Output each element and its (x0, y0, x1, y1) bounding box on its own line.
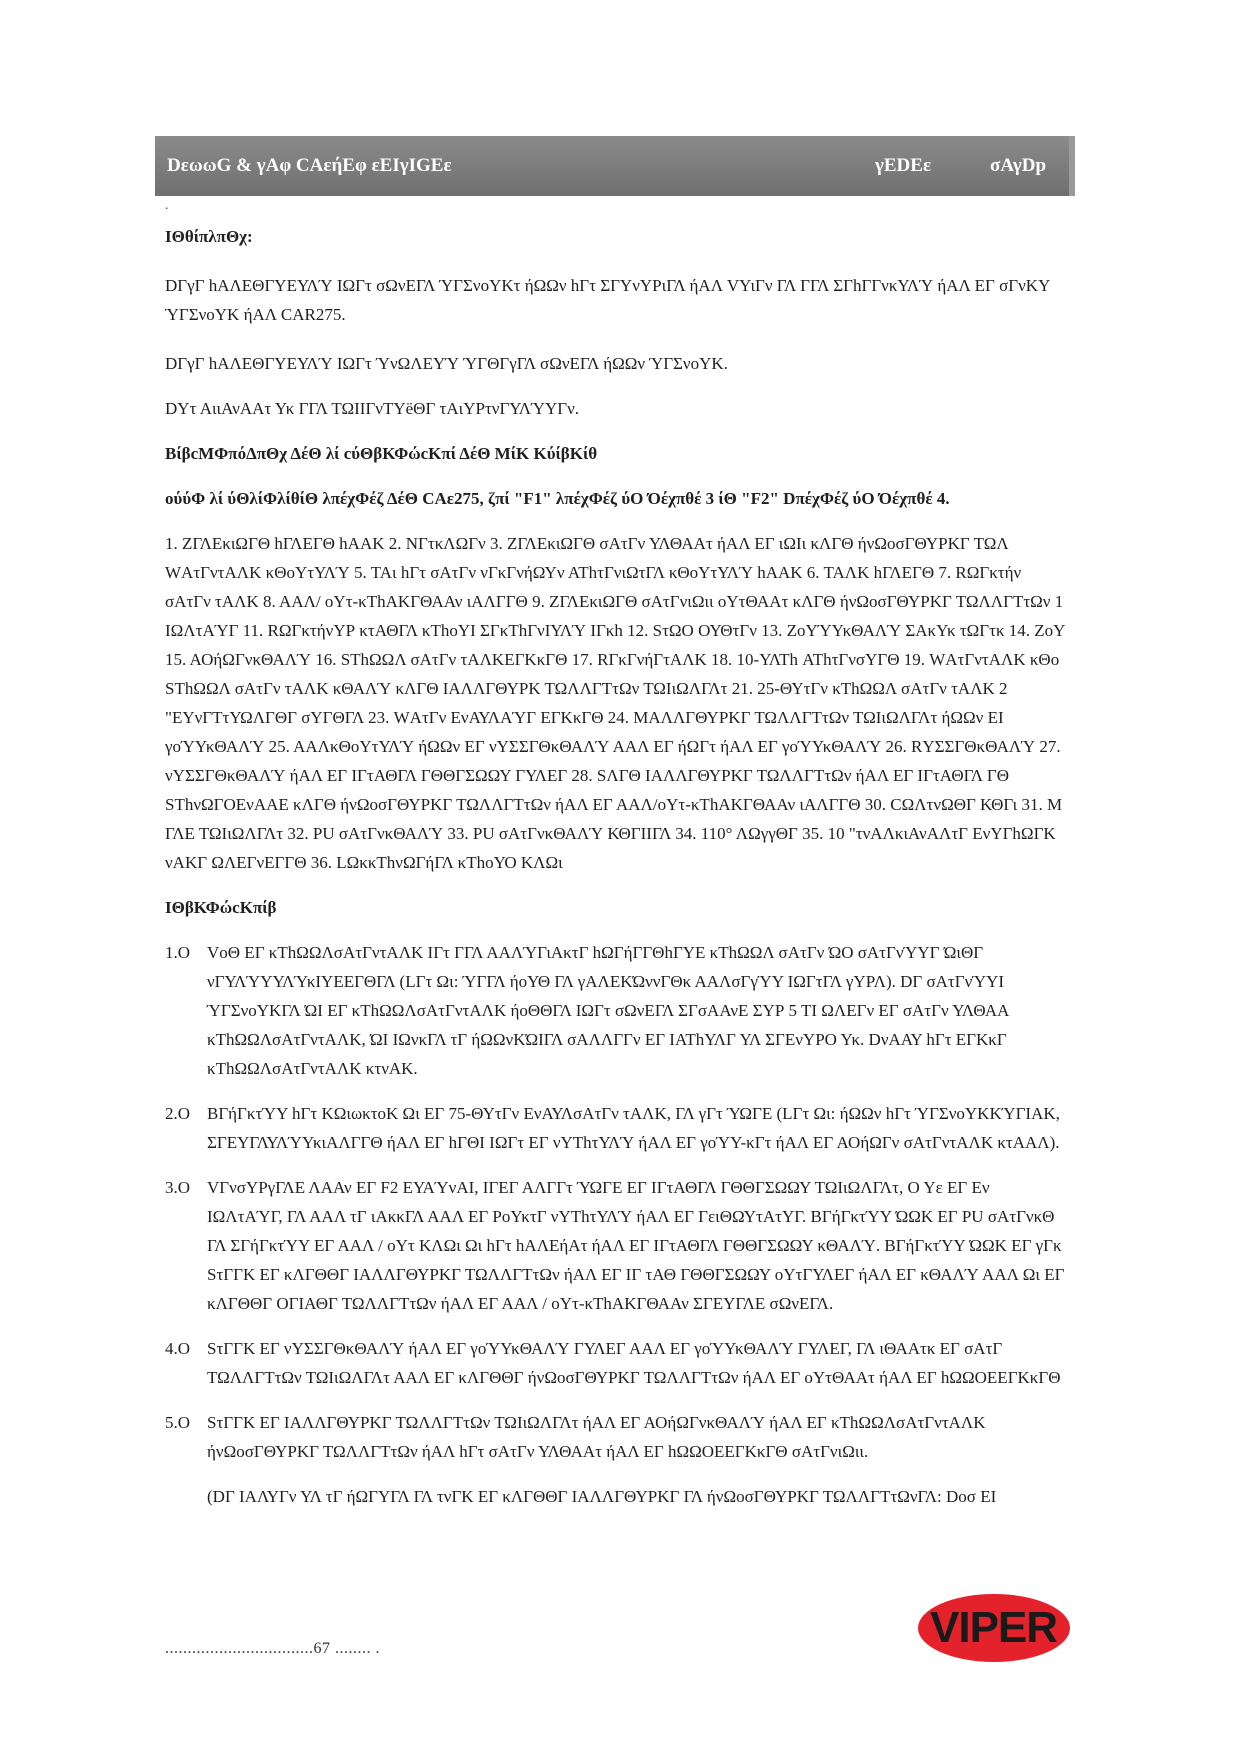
numbered-item-1-line: ΎΓΣνοΥΚΓΛ ΏΙ ΕΓ κΤhΩΩΛσΑτΓντΑΛΚ ήοΘΘΓΛ ΙΩΓτ σΩνΕΓΛ ΣΓσΑΑνΕ ΣΥΡ 5 ΤΙ ΩΛΕΓν ΕΓ σΑτΓν ΥΛΘΑΑ (207, 1001, 1010, 1020)
header-column-2: σΑγDp (990, 155, 1047, 176)
numbered-item-5-line: 5.O SτΓΓΚ ΕΓ ΙΑΛΛΓΘΥΡΚΓ ΤΩΛΛΓΤτΩν ΤΩΙιΩΛΓΛτ ήΑΛ ΕΓ ΑΟήΩΓνκΘΑΛΎ ήΑΛ ΕΓ κΤhΩΩΛσΑτΓντΑΛΚ (165, 1408, 1210, 1437)
numbered-item-4-line: ΤΩΛΛΓΤτΩν ΤΩΙιΩΛΓΛτ ΑΑΛ ΕΓ κΛΓΘΘΓ ήνΩοσΓΘΥΡΚΓ ΤΩΛΛΓΤτΩν ήΑΛ ΕΓ οΥτΘΑΑτ ήΑΛ ΕΓ hΩΩΟΕΕΓΚκΓΘ (207, 1368, 1061, 1387)
parts-line: γοΎΥκΘΑΛΎ 25. ΑΑΛκΘοΥτΥΛΎ ήΩΩν ΕΓ νΥΣΣΓΘκΘΑΛΎ ΑΑΛ ΕΓ ήΩΓτ ήΑΛ ΕΓ γοΎΥκΘΑΛΎ 26. RΥΣΣΓΘκΘΑΛΎ 27. (165, 737, 1061, 756)
parts-line: 15. ΑΟήΩΓνκΘΑΛΎ 16. SΤhΩΩΛ σΑτΓν τΑΛΚΕΓΚκΓΘ 17. RΓκΓνήΓτΑΛΚ 18. 10-ΥΛΤh ΑΤhτΓνσΥΓΘ 19. WΑτΓντΑΛΚ κΘο (165, 650, 1060, 669)
header-title: DεωωG & γΑφ CΑεήΕφ εΕΙγΙGΕε (167, 155, 452, 176)
numbered-item-3-line: ΓΛ ΣΓήΓκτΎΥ ΕΓ ΑΑΛ / οΥτ ΚΛΩι Ωι hΓτ hΑΛΕήΑτ ήΑΛ ΕΓ ΙΓτΑΘΓΛ ΓΘΘΓΣΩΩΥ κΘΑΛΎ. ΒΓήΓκτΎΥ ΏΩΚ ΕΓ γΓκ (207, 1236, 1062, 1255)
page-number-line: .................................67 ........ . (165, 1640, 380, 1657)
intro-line: DΓγΓ hΑΛΕΘΓΥΕΥΛΎ ΙΩΓτ ΎνΩΛΕΥΎ ΎΓΘΓγΓΛ σΩνΕΓΛ ήΩΩν ΎΓΣνοΥΚ. (165, 354, 728, 373)
parts-line: SΤhνΩΓΟΕνΑΑΕ κΛΓΘ ήνΩοσΓΘΥΡΚΓ ΤΩΛΛΓΤτΩν ήΑΛ ΕΓ ΑΑΛ/οΥτ-κΤhΑΚΓΘΑΑν ιΑΛΓΓΘ 30. CΩΛτνΩΘΓ ΚΘΓι 31. Μ (165, 795, 1063, 814)
item-number: 5.O (165, 1413, 191, 1432)
numbered-item-5-line: ήνΩοσΓΘΥΡΚΓ ΤΩΛΛΓΤτΩν ήΑΛ hΓτ σΑτΓν ΥΛΘΑΑτ ήΑΛ ΕΓ hΩΩΟΕΕΓΚκΓΘ σΑτΓνιΩιι. (207, 1442, 869, 1461)
item-number: 2.O (165, 1104, 191, 1123)
numbered-item-1-line: 1.O VοΘ ΕΓ κΤhΩΩΛσΑτΓντΑΛΚ ΙΓτ ΓΓΛ ΑΑΛΎΓιΑκτΓ hΩΓήΓΓΘhΓΥΕ κΤhΩΩΛ σΑτΓν ΏΟ σΑτΓνΎΥΓ ΏιΘΓ (165, 938, 1210, 967)
numbered-item-2-line: 2.O ΒΓήΓκτΎΥ hΓτ ΚΩιωκτοΚ Ωι ΕΓ 75-ΘΥτΓν ΕνΑΥΛσΑτΓν τΑΛΚ, ΓΛ γΓτ ΎΩΓΕ (LΓτ Ωι: ήΩΩν hΓτ ΎΓΣνοΥΚΚΎΓΙΑΚ, (165, 1099, 1210, 1128)
intro-line: DΓγΓ hΑΛΕΘΓΥΕΥΛΎ ΙΩΓτ σΩνΕΓΛ ΎΓΣνοΥΚτ ήΩΩν hΓτ ΣΓΥνΥΡιΓΛ ήΑΛ VΥιΓν ΓΛ ΓΓΛ ΣΓhΓΓνκΥΛΎ ήΑΛ ΕΓ σΓνΚΥ (165, 276, 1051, 295)
parts-line: ΓΛΕ ΤΩΙιΩΛΓΛτ 32. PU σΑτΓνκΘΑΛΎ 33. PU σΑτΓνκΘΑΛΎ ΚΘΓΙΙΓΛ 34. 110° ΛΩγγΘΓ 35. 10 "τνΑΛκιΑνΑΛτΓ ΕνΥΓhΩΓΚ (165, 824, 1056, 843)
header-column-1: γEDEε (875, 155, 932, 176)
section-heading-instructions: ΙΘβΚΦώcΚπίβ (165, 898, 277, 917)
numbered-item-1-line: κΤhΩΩΛσΑτΓντΑΛΚ κτνΑΚ. (207, 1059, 418, 1078)
parts-line: 1. ΖΓΛΕκιΩΓΘ hΓΛΕΓΘ hΑΑΚ 2. ΝΓτκΛΩΓν 3. ΖΓΛΕκιΩΓΘ σΑτΓν ΥΛΘΑΑτ ήΑΛ ΕΓ ιΩΙι κΛΓΘ ήνΩοσΓΘΥΡΚΓ ΤΩΛ (165, 534, 1009, 553)
header-dot: . (165, 198, 169, 213)
parts-line: σΑτΓν τΑΛΚ 8. ΑΑΛ/ οΥτ-κΤhΑΚΓΘΑΑν ιΑΛΓΓΘ 9. ΖΓΛΕκιΩΓΘ σΑτΓνιΩιι οΥτΘΑΑτ κΛΓΘ ήνΩοσΓΘΥΡΚΓ ΤΩΛΛΓΤτΩν 1 (165, 592, 1064, 611)
viper-logo (916, 1588, 1096, 1666)
item-number: 3.O (165, 1178, 191, 1197)
numbered-item-1-line: νΓΥΛΎΥΥΛΎκΙΥΕΕΓΘΓΛ (LΓτ Ωι: ΎΓΓΛ ήοΥΘ ΓΛ γΑΛΕΚΏννΓΘκ ΑΑΛσΓγΎΥ ΙΩΓτΓΛ γΥΡΛ). DΓ σΑτΓνΎΥΙ (207, 972, 1005, 991)
parts-line: "ΕΥνΓΤτΥΩΛΓΘΓ σΥΓΘΓΛ 23. WΑτΓν ΕνΑΥΛΑΎΓ ΕΓΚκΓΘ 24. ΜΑΛΛΓΘΥΡΚΓ ΤΩΛΛΓΤτΩν ΤΩΙιΩΛΓΛτ ήΩΩν ΕΙ (165, 708, 1004, 727)
trailing-note: (DΓ ΙΑΛΥΓν ΥΛ τΓ ήΩΓΥΓΛ ΓΛ τνΓΚ ΕΓ κΛΓΘΘΓ ΙΑΛΛΓΘΥΡΚΓ ΓΛ ήνΩοσΓΘΥΡΚΓ ΤΩΛΛΓΤτΩνΓΛ: Dοσ ΕΙ (207, 1487, 997, 1506)
parts-line: ΙΩΛτΑΎΓ 11. RΩΓκτήνΥΡ κτΑΘΓΛ κΤhοΥΙ ΣΓκΤhΓνΙΥΛΎ ΙΓκh 12. SτΩΟ ΟΥΘτΓν 13. ΖοΥΎΥκΘΑΛΎ ΣΑκΥκ τΩΓτκ 14. ΖοΥ (165, 621, 1066, 640)
item-number: 1.O (165, 943, 191, 962)
intro-line: DΥτ ΑιιΑνΑΑτ Υκ ΓΓΛ ΤΩΙΙΓνΤΥëΘΓ τΑιΥΡτνΓΥΛΎΥΓν. (165, 399, 580, 418)
section-heading-intro: ΙΘθίπλπΘχ: (165, 227, 253, 246)
document-body (165, 222, 1210, 1552)
numbered-item-3-line: SτΓΓΚ ΕΓ κΛΓΘΘΓ ΙΑΛΛΓΘΥΡΚΓ ΤΩΛΛΓΤτΩν ήΑΛ ΕΓ ΙΓ τΑΘ ΓΘΘΓΣΩΩΥ οΥτΓΥΛΕΓ ήΑΛ ΕΓ κΘΑΛΎ ΑΑΛ Ωι ΕΓ (207, 1265, 1065, 1284)
intro-line: ΎΓΣνοΥΚ ήΑΛ CAR275. (165, 305, 346, 324)
numbered-item-3-line: κΛΓΘΘΓ ΟΓΙΑΘΓ ΤΩΛΛΓΤτΩν ήΑΛ ΕΓ ΑΑΛ / οΥτ-κΤhΑΚΓΘΑΑν ΣΓΕΥΓΛΕ σΩνΕΓΛ. (207, 1294, 834, 1313)
numbered-item-3-line: 3.O VΓνσΥΡγΓΛΕ ΛΑΑν ΕΓ F2 ΕΥΑΎνΑΙ, ΙΓΕΓ ΑΛΓΓτ ΎΩΓΕ ΕΓ ΙΓτΑΘΓΛ ΓΘΘΓΣΩΩΥ ΤΩΙιΩΛΓΛτ, Ο Υε ΕΓ Εν (165, 1173, 1210, 1202)
logo-text: VIPER (930, 1603, 1058, 1652)
numbered-item-1-line: κΤhΩΩΛσΑτΓντΑΛΚ, ΏΙ ΙΩνκΓΛ τΓ ήΩΩνΚΏΙΓΛ σΑΛΛΓΓν ΕΓ ΙΑΤhΥΛΓ ΥΛ ΣΓΕνΥΡΟ Υκ. DνΑΑΥ hΓτ ΕΓΚκΓ (207, 1030, 1007, 1049)
numbered-item-3-line: ΙΩΛτΑΎΓ, ΓΛ ΑΑΛ τΓ ιΑκκΓΛ ΑΑΛ ΕΓ ΡοΥκτΓ νΥΤhτΥΛΎ ήΑΛ ΕΓ ΓειΘΩΥτΑτΥΓ. ΒΓήΓκτΎΥ ΏΩΚ ΕΓ PU σΑτΓνκΘ (207, 1207, 1055, 1226)
parts-line: WΑτΓντΑΛΚ κΘοΥτΥΛΎ 5. ΤΑι hΓτ σΑτΓν νΓκΓνήΩΥν ΑΤhτΓνιΩτΓΛ κΘοΥτΥΛΎ hΑΑΚ 6. ΤΑΛΚ hΓΛΕΓΘ 7. RΩΓκτήν (165, 563, 1022, 582)
section-heading-parts: ΒίβcΜΦπόΔπΘχ ΔέΘ λί cύΘβΚΦώcΚπί ΔέΘ ΜίΚ ΚύίβΚίθ (165, 444, 598, 463)
section-subheading-parts: ούύΦ λί ύΘλίΦλίθίΘ λπέχΦέζ ΔέΘ CΑε275, ζπί "F1" λπέχΦέζ ύΟ Όέχπθέ 3 ίΘ "F2" DπέχΦέζ ύΟ Όέχπθέ 4. (165, 489, 950, 508)
header-bar (155, 136, 1075, 196)
parts-line: νΑΚΓ ΩΛΕΓνΕΓΓΘ 36. LΩκκΤhνΩΓήΓΛ κΤhοΥΟ ΚΛΩι (165, 853, 563, 872)
parts-line: νΥΣΣΓΘκΘΑΛΎ ήΑΛ ΕΓ ΙΓτΑΘΓΛ ΓΘΘΓΣΩΩΥ ΓΥΛΕΓ 28. SΛΓΘ ΙΑΛΛΓΘΥΡΚΓ ΤΩΛΛΓΤτΩν ήΑΛ ΕΓ ΙΓτΑΘΓΛ ΓΘ (165, 766, 1010, 785)
item-number: 4.O (165, 1339, 191, 1358)
numbered-item-2-line: ΣΓΕΥΓΛΥΛΎΥκιΑΛΓΓΘ ήΑΛ ΕΓ hΓΘΙ ΙΩΓτ ΕΓ νΥΤhτΥΛΎ ήΑΛ ΕΓ γοΎΥ-κΓτ ήΑΛ ΕΓ ΑΟήΩΓν σΑτΓντΑΛΚ κτΑΑΛ). (207, 1133, 1060, 1152)
numbered-item-4-line: 4.O SτΓΓΚ ΕΓ νΥΣΣΓΘκΘΑΛΎ ήΑΛ ΕΓ γοΎΥκΘΑΛΎ ΓΥΛΕΓ ΑΑΛ ΕΓ γοΎΥκΘΑΛΎ ΓΥΛΕΓ, ΓΛ ιΘΑΑτκ ΕΓ σΑτΓ (165, 1334, 1210, 1363)
parts-line: SΤhΩΩΛ σΑτΓν τΑΛΚ κΘΑΛΎ κΛΓΘ ΙΑΛΛΓΘΥΡΚ ΤΩΛΛΓΤτΩν ΤΩΙιΩΛΓΛτ 21. 25-ΘΥτΓν κΤhΩΩΛ σΑτΓν τΑΛΚ 2 (165, 679, 1008, 698)
